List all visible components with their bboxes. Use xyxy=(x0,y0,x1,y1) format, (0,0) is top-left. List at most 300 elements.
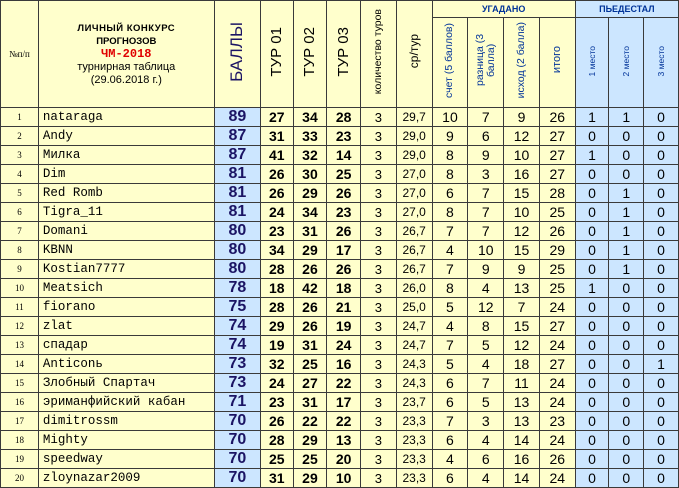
cell-row-number: 1 xyxy=(1,108,39,127)
cell-player-name: Милка xyxy=(38,146,214,165)
cell-tour2: 30 xyxy=(293,165,327,184)
cell-exact-score: 10 xyxy=(432,108,468,127)
table-row xyxy=(1,279,679,298)
header-tour2: ТУР 02 xyxy=(293,1,327,108)
cell-player-name: эриманфийский кабан xyxy=(38,393,214,412)
cell-outcome: 16 xyxy=(504,165,540,184)
table-row xyxy=(1,298,679,317)
group-podium: ПЬЕДЕСТАЛ xyxy=(575,1,678,18)
cell-place3: 0 xyxy=(644,222,679,241)
cell-guessed-total: 24 xyxy=(539,298,575,317)
cell-tours-count: 3 xyxy=(361,108,397,127)
cell-goal-diff: 4 xyxy=(468,355,504,374)
cell-goal-diff: 9 xyxy=(468,260,504,279)
cell-tour2: 29 xyxy=(293,469,327,488)
cell-goal-diff: 6 xyxy=(468,450,504,469)
cell-tours-count: 3 xyxy=(361,317,397,336)
cell-row-number: 17 xyxy=(1,412,39,431)
cell-goal-diff: 7 xyxy=(468,203,504,222)
cell-place3: 0 xyxy=(644,279,679,298)
cell-avg-per-tour: 23,3 xyxy=(396,431,432,450)
cell-row-number: 9 xyxy=(1,260,39,279)
cell-place1: 0 xyxy=(575,336,609,355)
cell-outcome: 15 xyxy=(504,184,540,203)
cell-player-name: Kostian7777 xyxy=(38,260,214,279)
table-row xyxy=(1,241,679,260)
cell-tours-count: 3 xyxy=(361,298,397,317)
cell-place1: 0 xyxy=(575,450,609,469)
cell-tour1: 31 xyxy=(261,127,294,146)
header-diff: разница (3 балла) xyxy=(468,18,504,108)
cell-place1: 0 xyxy=(575,203,609,222)
cell-row-number: 18 xyxy=(1,431,39,450)
cell-player-name: Mighty xyxy=(38,431,214,450)
table-row xyxy=(1,260,679,279)
cell-place3: 0 xyxy=(644,431,679,450)
cell-tour2: 33 xyxy=(293,127,327,146)
cell-tour1: 28 xyxy=(261,298,294,317)
cell-guessed-total: 27 xyxy=(539,317,575,336)
cell-row-number: 16 xyxy=(1,393,39,412)
cell-tour2: 32 xyxy=(293,146,327,165)
cell-guessed-total: 26 xyxy=(539,108,575,127)
cell-row-number: 4 xyxy=(1,165,39,184)
cell-guessed-total: 27 xyxy=(539,355,575,374)
cell-avg-per-tour: 24,7 xyxy=(396,336,432,355)
cell-goal-diff: 7 xyxy=(468,222,504,241)
cell-points: 70 xyxy=(214,469,260,488)
cell-tours-count: 3 xyxy=(361,184,397,203)
table-row xyxy=(1,146,679,165)
cell-guessed-total: 27 xyxy=(539,127,575,146)
cell-row-number: 5 xyxy=(1,184,39,203)
cell-place2: 0 xyxy=(609,412,644,431)
table-row xyxy=(1,165,679,184)
cell-avg-per-tour: 27,0 xyxy=(396,203,432,222)
title-line2: ПРОГНОЗОВ xyxy=(96,35,157,47)
cell-avg-per-tour: 29,0 xyxy=(396,127,432,146)
header-avg: ср/тур xyxy=(396,1,432,108)
cell-exact-score: 5 xyxy=(432,355,468,374)
cell-guessed-total: 27 xyxy=(539,146,575,165)
cell-tours-count: 3 xyxy=(361,222,397,241)
table-row xyxy=(1,203,679,222)
cell-outcome: 9 xyxy=(504,108,540,127)
cell-place1: 0 xyxy=(575,431,609,450)
cell-outcome: 13 xyxy=(504,412,540,431)
table-row xyxy=(1,222,679,241)
cell-tour3: 13 xyxy=(327,431,361,450)
cell-place3: 0 xyxy=(644,317,679,336)
cell-tour1: 27 xyxy=(261,108,294,127)
cell-exact-score: 8 xyxy=(432,165,468,184)
cell-place1: 0 xyxy=(575,184,609,203)
cell-tour1: 26 xyxy=(261,184,294,203)
cell-goal-diff: 7 xyxy=(468,184,504,203)
cell-exact-score: 7 xyxy=(432,222,468,241)
cell-tours-count: 3 xyxy=(361,355,397,374)
cell-tour3: 23 xyxy=(327,203,361,222)
cell-player-name: Andy xyxy=(38,127,214,146)
cell-points: 87 xyxy=(214,146,260,165)
cell-avg-per-tour: 26,7 xyxy=(396,260,432,279)
cell-avg-per-tour: 27,0 xyxy=(396,184,432,203)
cell-tour3: 28 xyxy=(327,108,361,127)
cell-points: 81 xyxy=(214,203,260,222)
cell-tour2: 31 xyxy=(293,222,327,241)
cell-points: 74 xyxy=(214,317,260,336)
cell-outcome: 12 xyxy=(504,336,540,355)
cell-place1: 0 xyxy=(575,260,609,279)
cell-outcome: 11 xyxy=(504,374,540,393)
cell-row-number: 19 xyxy=(1,450,39,469)
cell-guessed-total: 24 xyxy=(539,393,575,412)
cell-tour3: 22 xyxy=(327,374,361,393)
cell-avg-per-tour: 26,7 xyxy=(396,222,432,241)
cell-points: 81 xyxy=(214,165,260,184)
cell-avg-per-tour: 24,3 xyxy=(396,374,432,393)
header-tour1: ТУР 01 xyxy=(261,1,294,108)
cell-guessed-total: 26 xyxy=(539,450,575,469)
cell-place2: 0 xyxy=(609,393,644,412)
cell-tour1: 29 xyxy=(261,317,294,336)
cell-tour2: 29 xyxy=(293,184,327,203)
cell-tour2: 29 xyxy=(293,431,327,450)
cell-tour1: 28 xyxy=(261,260,294,279)
cell-exact-score: 9 xyxy=(432,127,468,146)
table-row xyxy=(1,317,679,336)
header-tours-count: количество туров xyxy=(361,1,397,108)
cell-tour3: 18 xyxy=(327,279,361,298)
cell-place3: 0 xyxy=(644,127,679,146)
cell-tour1: 19 xyxy=(261,336,294,355)
cell-tour3: 25 xyxy=(327,165,361,184)
cell-tour3: 26 xyxy=(327,260,361,279)
cell-tour3: 19 xyxy=(327,317,361,336)
cell-tours-count: 3 xyxy=(361,374,397,393)
cell-avg-per-tour: 24,3 xyxy=(396,355,432,374)
cell-tours-count: 3 xyxy=(361,450,397,469)
cell-avg-per-tour: 23,3 xyxy=(396,450,432,469)
cell-place3: 0 xyxy=(644,241,679,260)
cell-exact-score: 7 xyxy=(432,412,468,431)
cell-goal-diff: 3 xyxy=(468,165,504,184)
cell-avg-per-tour: 23,7 xyxy=(396,393,432,412)
cell-points: 80 xyxy=(214,222,260,241)
table-row xyxy=(1,450,679,469)
title-line1: ЛИЧНЫЙ КОНКУРС xyxy=(77,22,176,34)
cell-points: 70 xyxy=(214,412,260,431)
title-line5: (29.06.2018 г.) xyxy=(90,73,162,86)
cell-tour3: 22 xyxy=(327,412,361,431)
cell-outcome: 10 xyxy=(504,203,540,222)
cell-guessed-total: 28 xyxy=(539,184,575,203)
cell-row-number: 7 xyxy=(1,222,39,241)
cell-row-number: 20 xyxy=(1,469,39,488)
cell-avg-per-tour: 24,7 xyxy=(396,317,432,336)
cell-goal-diff: 8 xyxy=(468,317,504,336)
cell-place2: 1 xyxy=(609,222,644,241)
page-title xyxy=(38,1,214,108)
cell-tours-count: 3 xyxy=(361,127,397,146)
header-total: итого xyxy=(539,18,575,108)
cell-points: 74 xyxy=(214,336,260,355)
cell-row-number: 14 xyxy=(1,355,39,374)
table-row xyxy=(1,393,679,412)
table-row xyxy=(1,184,679,203)
cell-goal-diff: 5 xyxy=(468,393,504,412)
cell-exact-score: 5 xyxy=(432,298,468,317)
table-row xyxy=(1,431,679,450)
cell-avg-per-tour: 23,3 xyxy=(396,469,432,488)
cell-tour2: 31 xyxy=(293,336,327,355)
cell-tour3: 24 xyxy=(327,336,361,355)
cell-goal-diff: 7 xyxy=(468,374,504,393)
cell-tours-count: 3 xyxy=(361,393,397,412)
cell-tours-count: 3 xyxy=(361,279,397,298)
cell-place3: 0 xyxy=(644,374,679,393)
title-line3: ЧМ-2018 xyxy=(101,46,152,61)
cell-place1: 0 xyxy=(575,165,609,184)
cell-exact-score: 6 xyxy=(432,374,468,393)
cell-place2: 0 xyxy=(609,431,644,450)
cell-tour2: 25 xyxy=(293,450,327,469)
cell-tour3: 10 xyxy=(327,469,361,488)
cell-tour2: 25 xyxy=(293,355,327,374)
cell-outcome: 18 xyxy=(504,355,540,374)
cell-exact-score: 4 xyxy=(432,317,468,336)
cell-guessed-total: 29 xyxy=(539,241,575,260)
cell-goal-diff: 4 xyxy=(468,431,504,450)
table-row xyxy=(1,108,679,127)
cell-points: 71 xyxy=(214,393,260,412)
cell-goal-diff: 7 xyxy=(468,108,504,127)
cell-place3: 0 xyxy=(644,108,679,127)
cell-guessed-total: 25 xyxy=(539,279,575,298)
cell-exact-score: 8 xyxy=(432,279,468,298)
cell-tour2: 34 xyxy=(293,203,327,222)
cell-player-name: Tigra_11 xyxy=(38,203,214,222)
cell-place2: 0 xyxy=(609,355,644,374)
cell-place1: 0 xyxy=(575,374,609,393)
cell-player-name: zlat xyxy=(38,317,214,336)
cell-place3: 0 xyxy=(644,203,679,222)
cell-tours-count: 3 xyxy=(361,260,397,279)
cell-outcome: 10 xyxy=(504,146,540,165)
cell-guessed-total: 24 xyxy=(539,431,575,450)
cell-place1: 0 xyxy=(575,469,609,488)
cell-tour1: 23 xyxy=(261,393,294,412)
header-place3: 3 место xyxy=(644,18,679,108)
cell-tour1: 25 xyxy=(261,450,294,469)
cell-player-name: спадар xyxy=(38,336,214,355)
header-points: БАЛЛЫ xyxy=(214,1,260,108)
cell-outcome: 15 xyxy=(504,241,540,260)
cell-tour1: 34 xyxy=(261,241,294,260)
cell-points: 70 xyxy=(214,450,260,469)
cell-goal-diff: 12 xyxy=(468,298,504,317)
cell-place1: 0 xyxy=(575,317,609,336)
cell-place2: 1 xyxy=(609,241,644,260)
cell-place3: 0 xyxy=(644,184,679,203)
cell-tour2: 22 xyxy=(293,412,327,431)
cell-player-name: dimitrossm xyxy=(38,412,214,431)
cell-avg-per-tour: 26,7 xyxy=(396,241,432,260)
cell-avg-per-tour: 25,0 xyxy=(396,298,432,317)
cell-points: 73 xyxy=(214,374,260,393)
cell-place1: 0 xyxy=(575,241,609,260)
cell-tour3: 23 xyxy=(327,127,361,146)
header-place1: 1 место xyxy=(575,18,609,108)
cell-tour2: 42 xyxy=(293,279,327,298)
cell-outcome: 12 xyxy=(504,127,540,146)
cell-place2: 0 xyxy=(609,127,644,146)
cell-goal-diff: 4 xyxy=(468,469,504,488)
cell-player-name: nataraga xyxy=(38,108,214,127)
table-row xyxy=(1,412,679,431)
cell-tours-count: 3 xyxy=(361,469,397,488)
cell-outcome: 7 xyxy=(504,298,540,317)
cell-exact-score: 6 xyxy=(432,431,468,450)
cell-tour3: 20 xyxy=(327,450,361,469)
cell-outcome: 13 xyxy=(504,279,540,298)
cell-place2: 1 xyxy=(609,184,644,203)
cell-points: 80 xyxy=(214,241,260,260)
cell-exact-score: 6 xyxy=(432,393,468,412)
header-exact: счет (5 баллов) xyxy=(432,18,468,108)
cell-place2: 0 xyxy=(609,165,644,184)
cell-points: 73 xyxy=(214,355,260,374)
cell-row-number: 11 xyxy=(1,298,39,317)
cell-tour2: 29 xyxy=(293,241,327,260)
cell-place2: 0 xyxy=(609,146,644,165)
cell-goal-diff: 9 xyxy=(468,146,504,165)
cell-tour1: 23 xyxy=(261,222,294,241)
cell-guessed-total: 26 xyxy=(539,222,575,241)
cell-tour3: 16 xyxy=(327,355,361,374)
cell-exact-score: 7 xyxy=(432,336,468,355)
cell-avg-per-tour: 29,7 xyxy=(396,108,432,127)
cell-player-name: Anticonь xyxy=(38,355,214,374)
cell-tour2: 26 xyxy=(293,260,327,279)
cell-goal-diff: 6 xyxy=(468,127,504,146)
table-row xyxy=(1,336,679,355)
cell-player-name: Red Romb xyxy=(38,184,214,203)
cell-place1: 1 xyxy=(575,108,609,127)
cell-place1: 0 xyxy=(575,127,609,146)
cell-place3: 0 xyxy=(644,165,679,184)
cell-tour2: 31 xyxy=(293,393,327,412)
cell-place2: 1 xyxy=(609,260,644,279)
cell-place2: 1 xyxy=(609,203,644,222)
cell-place2: 0 xyxy=(609,317,644,336)
cell-place1: 1 xyxy=(575,146,609,165)
cell-place3: 0 xyxy=(644,450,679,469)
title-line4: турнирная таблица xyxy=(77,60,176,73)
cell-guessed-total: 25 xyxy=(539,260,575,279)
cell-place2: 1 xyxy=(609,108,644,127)
cell-tours-count: 3 xyxy=(361,165,397,184)
cell-exact-score: 4 xyxy=(432,450,468,469)
cell-outcome: 12 xyxy=(504,222,540,241)
cell-tours-count: 3 xyxy=(361,431,397,450)
cell-row-number: 3 xyxy=(1,146,39,165)
cell-outcome: 14 xyxy=(504,431,540,450)
cell-tour1: 41 xyxy=(261,146,294,165)
cell-avg-per-tour: 29,0 xyxy=(396,146,432,165)
group-guessed: УГАДАНО xyxy=(432,1,575,18)
cell-tour1: 24 xyxy=(261,203,294,222)
header-outcome: исход (2 балла) xyxy=(504,18,540,108)
cell-place3: 0 xyxy=(644,393,679,412)
cell-place3: 1 xyxy=(644,355,679,374)
cell-place3: 0 xyxy=(644,146,679,165)
cell-tours-count: 3 xyxy=(361,412,397,431)
cell-place3: 0 xyxy=(644,336,679,355)
cell-place3: 0 xyxy=(644,260,679,279)
cell-place1: 0 xyxy=(575,222,609,241)
cell-points: 80 xyxy=(214,260,260,279)
cell-player-name: Domani xyxy=(38,222,214,241)
cell-player-name: fiorano xyxy=(38,298,214,317)
cell-goal-diff: 5 xyxy=(468,336,504,355)
cell-goal-diff: 10 xyxy=(468,241,504,260)
cell-row-number: 12 xyxy=(1,317,39,336)
cell-avg-per-tour: 23,3 xyxy=(396,412,432,431)
header-tour3: ТУР 03 xyxy=(327,1,361,108)
cell-tour3: 17 xyxy=(327,393,361,412)
cell-guessed-total: 27 xyxy=(539,165,575,184)
cell-points: 78 xyxy=(214,279,260,298)
cell-place2: 0 xyxy=(609,279,644,298)
cell-place1: 0 xyxy=(575,355,609,374)
cell-place2: 0 xyxy=(609,450,644,469)
cell-tour1: 26 xyxy=(261,412,294,431)
cell-player-name: Злобный Спартач xyxy=(38,374,214,393)
cell-tour2: 27 xyxy=(293,374,327,393)
cell-tour1: 26 xyxy=(261,165,294,184)
cell-guessed-total: 24 xyxy=(539,336,575,355)
cell-points: 87 xyxy=(214,127,260,146)
cell-exact-score: 8 xyxy=(432,203,468,222)
cell-player-name: Meatsich xyxy=(38,279,214,298)
cell-tour3: 14 xyxy=(327,146,361,165)
cell-place2: 0 xyxy=(609,374,644,393)
cell-tour1: 31 xyxy=(261,469,294,488)
cell-player-name: Dim xyxy=(38,165,214,184)
cell-row-number: 2 xyxy=(1,127,39,146)
cell-exact-score: 8 xyxy=(432,146,468,165)
cell-tour3: 26 xyxy=(327,222,361,241)
cell-avg-per-tour: 27,0 xyxy=(396,165,432,184)
cell-row-number: 10 xyxy=(1,279,39,298)
cell-tour3: 26 xyxy=(327,184,361,203)
cell-guessed-total: 24 xyxy=(539,374,575,393)
cell-place2: 0 xyxy=(609,469,644,488)
cell-row-number: 13 xyxy=(1,336,39,355)
cell-place3: 0 xyxy=(644,298,679,317)
cell-tours-count: 3 xyxy=(361,146,397,165)
cell-tour1: 28 xyxy=(261,431,294,450)
cell-row-number: 15 xyxy=(1,374,39,393)
cell-points: 75 xyxy=(214,298,260,317)
cell-outcome: 13 xyxy=(504,393,540,412)
header-place2: 2 место xyxy=(609,18,644,108)
cell-exact-score: 6 xyxy=(432,184,468,203)
cell-player-name: speedway xyxy=(38,450,214,469)
cell-row-number: 6 xyxy=(1,203,39,222)
cell-player-name: KBNN xyxy=(38,241,214,260)
